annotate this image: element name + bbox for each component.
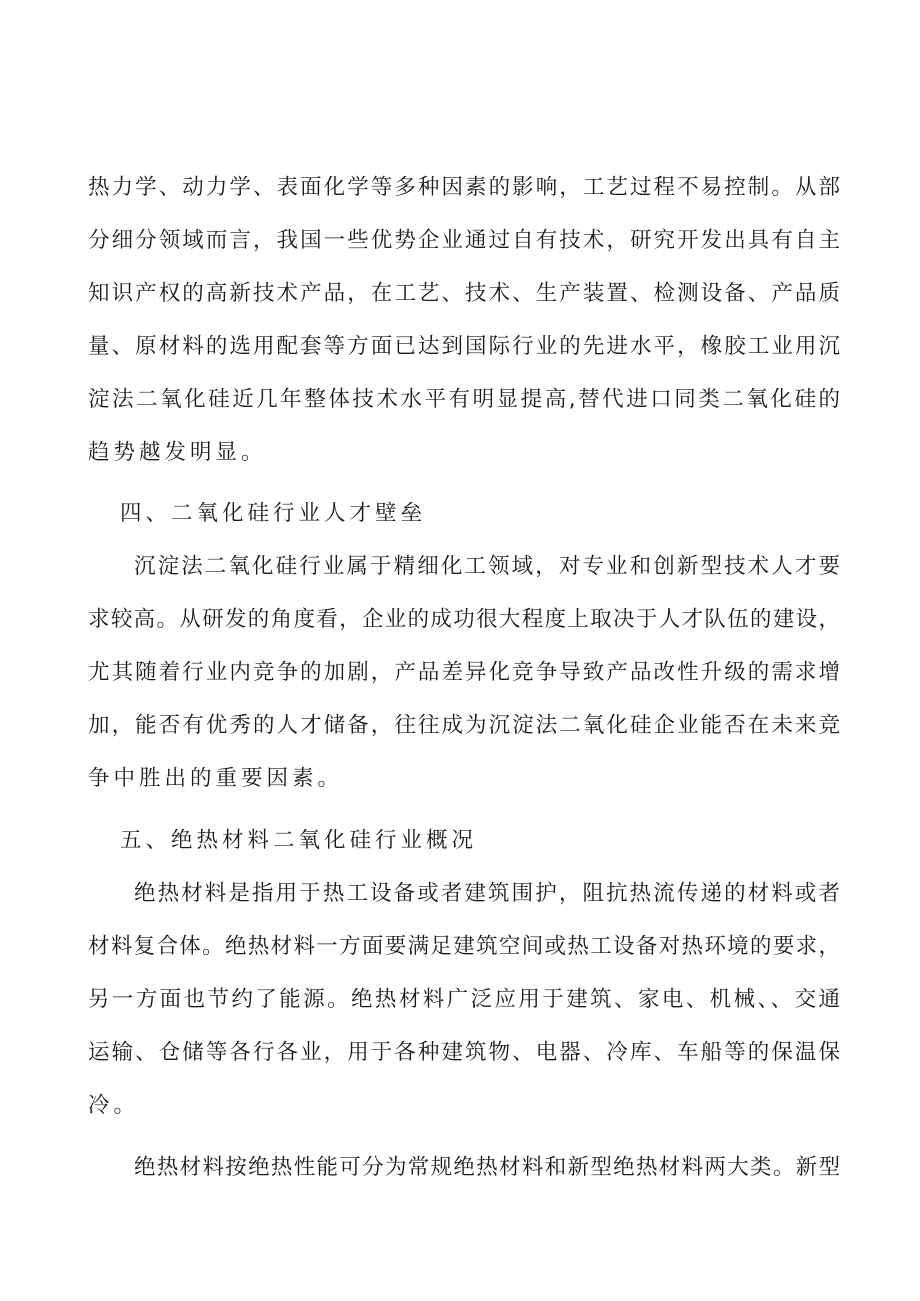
paragraph-2-line-4: 加，能否有优秀的人才储备，往往成为沉淀法二氧化硅企业能否在未来竞 (88, 713, 840, 738)
paragraph-1-line-6: 趋势越发明显。 (88, 440, 267, 465)
section-heading-4: 四、二氧化硅行业人才壁垒 (120, 501, 427, 526)
paragraph-1-line-4: 量、原材料的选用配套等方面已达到国际行业的先进水平，橡胶工业用沉 (88, 334, 840, 359)
paragraph-1-line-2: 分细分领域而言，我国一些优势企业通过自有技术，研究开发出具有自主 (88, 228, 840, 253)
paragraph-2-line-5: 争中胜出的重要因素。 (88, 766, 344, 791)
paragraph-2-line-2: 求较高。从研发的角度看，企业的成功很大程度上取决于人才队伍的建设， (88, 607, 840, 632)
paragraph-3-line-2: 材料复合体。绝热材料一方面要满足建筑空间或热工设备对热环境的要求， (88, 934, 840, 959)
paragraph-1-line-3: 知识产权的高新技术产品，在工艺、技术、生产装置、检测设备、产品质 (88, 281, 840, 306)
paragraph-3-line-5: 冷。 (88, 1093, 140, 1118)
paragraph-4-line-1: 绝热材料按绝热性能可分为常规绝热材料和新型绝热材料两大类。新型 (134, 1155, 840, 1180)
paragraph-1-line-1: 热力学、动力学、表面化学等多种因素的影响，工艺过程不易控制。从部 (88, 175, 840, 200)
section-heading-5: 五、绝热材料二氧化硅行业概况 (120, 828, 478, 853)
paragraph-2-line-3: 尤其随着行业内竞争的加剧，产品差异化竞争导致产品改性升级的需求增 (88, 660, 840, 685)
paragraph-3-line-1: 绝热材料是指用于热工设备或者建筑围护，阻抗热流传递的材料或者 (134, 881, 840, 906)
paragraph-3-line-3: 另一方面也节约了能源。绝热材料广泛应用于建筑、家电、机械、、交通 (88, 987, 840, 1012)
paragraph-2-line-1: 沉淀法二氧化硅行业属于精细化工领域，对专业和创新型技术人才要 (134, 554, 840, 579)
paragraph-1-line-5: 淀法二氧化硅近几年整体技术水平有明显提高,替代进口同类二氧化硅的 (88, 387, 840, 412)
paragraph-3-line-4: 运输、仓储等各行各业，用于各种建筑物、电器、冷库、车船等的保温保 (88, 1040, 840, 1065)
